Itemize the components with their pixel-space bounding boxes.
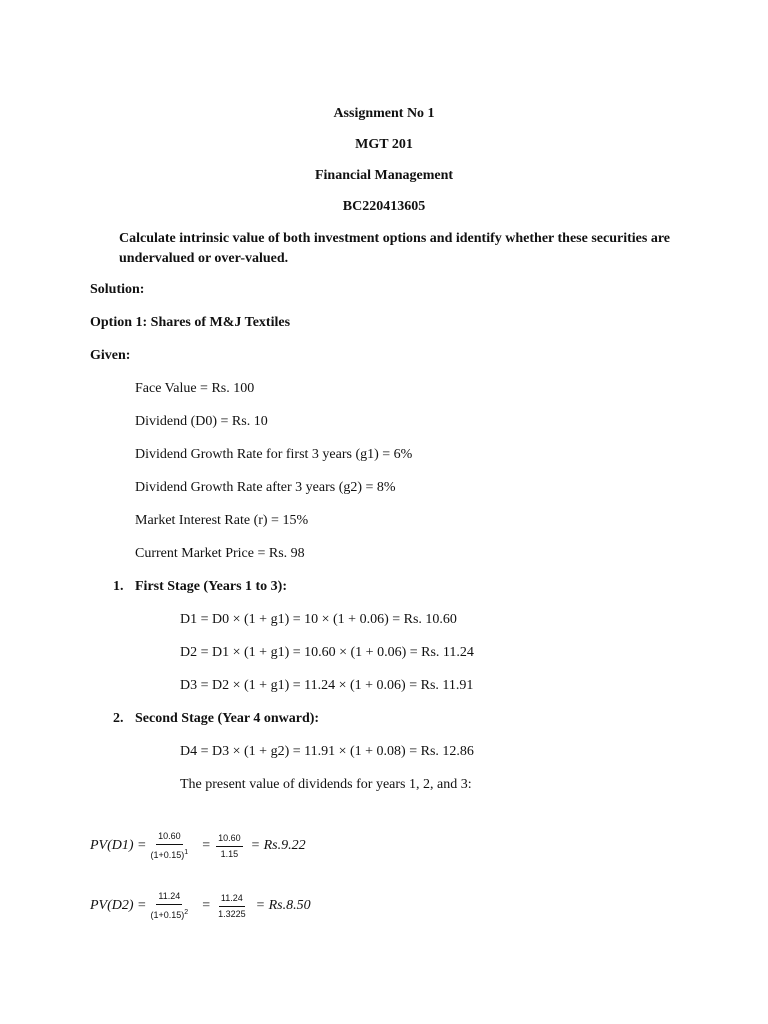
fraction-denominator bbox=[149, 905, 191, 921]
given-face-value: Face Value = Rs. 100 bbox=[135, 381, 255, 396]
equals-sign: = bbox=[202, 838, 211, 853]
denominator-exponent: 1 bbox=[184, 849, 189, 856]
fraction bbox=[216, 833, 243, 860]
given-label: Given: bbox=[90, 348, 131, 363]
fraction-numerator: 11.24 bbox=[156, 891, 182, 905]
fraction bbox=[216, 893, 248, 920]
denominator-exponent: 2 bbox=[184, 909, 189, 916]
given-growth-rate-1: Dividend Growth Rate for first 3 years (g1) = 6% bbox=[135, 447, 413, 462]
stage2-d4: D4 = D3 × (1 + g2) = 11.91 × (1 + 0.08) = Rs. 12.86 bbox=[180, 744, 474, 759]
student-id: BC220413605 bbox=[342, 199, 426, 214]
equals-sign: = bbox=[202, 898, 211, 913]
denominator-base: (1+0.15) bbox=[150, 910, 185, 920]
formula-result: = Rs.8.50 bbox=[255, 898, 311, 913]
formula-lhs: PV(D2) = bbox=[90, 898, 147, 913]
stage1-title: First Stage (Years 1 to 3): bbox=[135, 579, 288, 594]
course-name: Financial Management bbox=[314, 168, 454, 183]
fraction-numerator: 10.60 bbox=[216, 833, 243, 847]
question-text: Calculate intrinsic value of both investment options and identify whether these securities are undervalued or over-valued. bbox=[119, 231, 670, 266]
given-growth-rate-2: Dividend Growth Rate after 3 years (g2) = 8% bbox=[135, 480, 396, 495]
fraction-denominator bbox=[149, 845, 191, 861]
fraction-denominator: 1.3225 bbox=[218, 908, 246, 919]
stage2-pv-intro: The present value of dividends for years 1, 2, and 3: bbox=[180, 777, 472, 792]
given-dividend: Dividend (D0) = Rs. 10 bbox=[135, 414, 268, 429]
fraction-numerator: 10.60 bbox=[156, 831, 183, 845]
fraction-numerator: 11.24 bbox=[219, 893, 245, 907]
stage1-d3: D3 = D2 × (1 + g1) = 11.24 × (1 + 0.06) = Rs. 11.91 bbox=[180, 678, 474, 693]
solution-label: Solution: bbox=[90, 282, 145, 297]
fraction bbox=[149, 831, 191, 861]
formula-lhs: PV(D1) = bbox=[90, 838, 147, 853]
assignment-title: Assignment No 1 bbox=[333, 106, 435, 121]
stage2-title: Second Stage (Year 4 onward): bbox=[135, 711, 320, 726]
denominator-base: (1+0.15) bbox=[150, 850, 185, 860]
formula-pv-d2 bbox=[90, 886, 311, 926]
course-code: MGT 201 bbox=[355, 137, 413, 152]
stage1-d2: D2 = D1 × (1 + g1) = 10.60 × (1 + 0.06) = Rs. 11.24 bbox=[180, 645, 474, 660]
fraction-denominator: 1.15 bbox=[220, 848, 239, 859]
given-market-price: Current Market Price = Rs. 98 bbox=[135, 546, 305, 561]
given-market-rate: Market Interest Rate (r) = 15% bbox=[135, 513, 309, 528]
formula-result: = Rs.9.22 bbox=[250, 838, 306, 853]
formula-pv-d1 bbox=[90, 826, 306, 866]
stage2-number: 2. bbox=[113, 711, 124, 726]
stage1-number: 1. bbox=[113, 579, 124, 594]
stage1-d1: D1 = D0 × (1 + g1) = 10 × (1 + 0.06) = Rs. 10.60 bbox=[180, 612, 457, 627]
option1-heading: Option 1: Shares of M&J Textiles bbox=[90, 315, 291, 330]
fraction bbox=[149, 891, 191, 921]
